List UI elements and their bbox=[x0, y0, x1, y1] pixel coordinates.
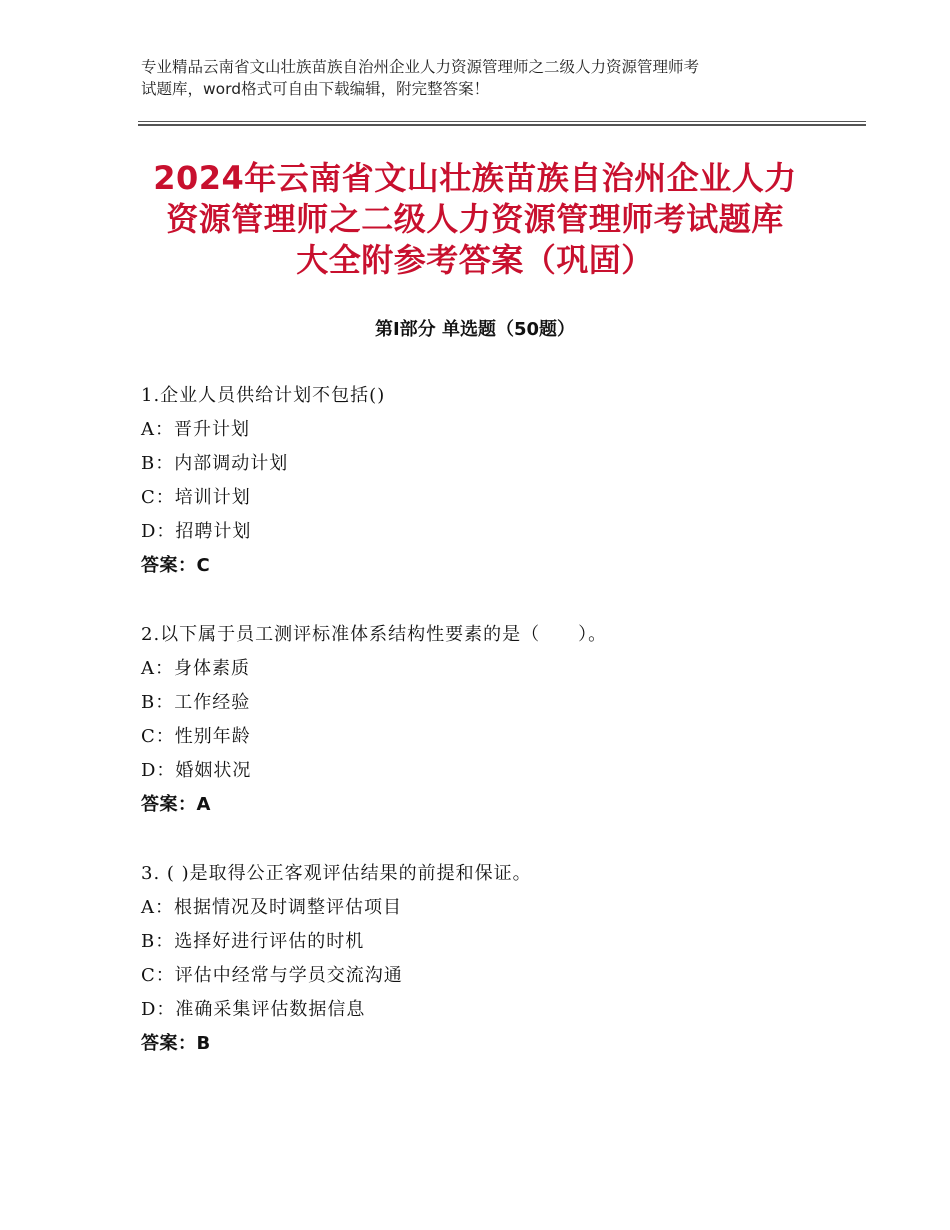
section-heading: 第Ⅰ部分 单选题（50题） bbox=[374, 319, 575, 340]
option-d: D：准确采集评估数据信息 bbox=[141, 999, 366, 1020]
title-line-2: 资源管理师之二级人力资源管理师考试题库 bbox=[166, 200, 784, 238]
title-line-3: 大全附参考答案（巩固） bbox=[296, 241, 654, 279]
header-line-2: 试题库，word格式可自由下载编辑，附完整答案！ bbox=[141, 80, 490, 98]
option-a: A：身体素质 bbox=[141, 658, 250, 679]
answer-line: 答案：B bbox=[141, 1033, 211, 1054]
answer-line: 答案：C bbox=[141, 555, 211, 576]
option-c: C：性别年龄 bbox=[141, 726, 251, 747]
header-divider-thick bbox=[138, 124, 866, 126]
option-d: D：婚姻状况 bbox=[141, 760, 252, 781]
document-title bbox=[110, 158, 840, 281]
header-line-1: 专业精品云南省文山壮族苗族自治州企业人力资源管理师之二级人力资源管理师考 bbox=[141, 58, 700, 76]
question-block bbox=[141, 857, 841, 1061]
page-header bbox=[141, 56, 821, 100]
title-line-1: 2024年云南省文山壮族苗族自治州企业人力 bbox=[153, 159, 797, 197]
option-c: C：培训计划 bbox=[141, 487, 251, 508]
header-divider-thin bbox=[138, 121, 866, 122]
option-a: A：晋升计划 bbox=[141, 419, 250, 440]
question-stem: 1.企业人员供给计划不包括() bbox=[141, 385, 386, 406]
option-b: B：工作经验 bbox=[141, 692, 251, 713]
question-block bbox=[141, 618, 841, 822]
question-stem: 2.以下属于员工测评标准体系结构性要素的是（ ）。 bbox=[141, 624, 608, 645]
option-b: B：内部调动计划 bbox=[141, 453, 289, 474]
option-c: C：评估中经常与学员交流沟通 bbox=[141, 965, 403, 986]
question-stem: 3. ( )是取得公正客观评估结果的前提和保证。 bbox=[141, 863, 532, 884]
option-d: D：招聘计划 bbox=[141, 521, 252, 542]
option-b: B：选择好进行评估的时机 bbox=[141, 931, 365, 952]
option-a: A：根据情况及时调整评估项目 bbox=[141, 897, 402, 918]
question-block bbox=[141, 379, 841, 583]
answer-line: 答案：A bbox=[141, 794, 211, 815]
